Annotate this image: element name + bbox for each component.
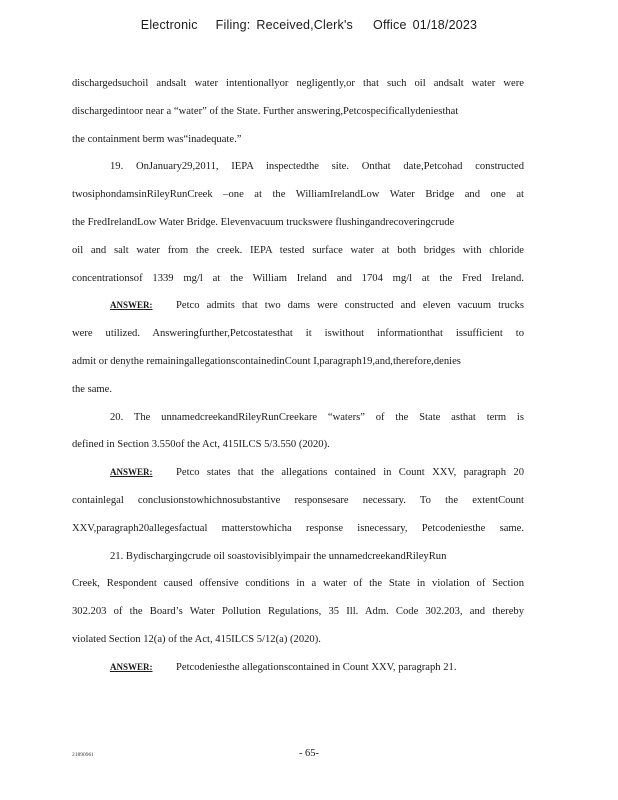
line-text: 21. Bydischargingcrude oil soastovisiblyimpair the unnamedcreekandRileyRun <box>110 550 447 562</box>
answer-line <box>72 654 524 682</box>
text-line <box>72 181 524 209</box>
line-text: 302.203 of the Board’s Water Pollution Regulations, 35 Ill. Adm. Code 302.203, and thereby <box>72 606 524 618</box>
line-text: Petcodeniesthe allegationscontained in Count XXV, paragraph 21. <box>176 661 457 673</box>
header-filing-date: 01/18/2023 <box>412 18 478 32</box>
line-text: Petco admits that two dams were constructed and eleven vacuum trucks <box>176 300 524 312</box>
filing-header <box>0 18 618 32</box>
line-text: were utilized. Answeringfurther,Petcostatesthat it iswithout informationthat issufficient to <box>72 328 524 340</box>
text-line <box>72 153 524 181</box>
answer-label: ANSWER: <box>110 300 153 311</box>
line-text: Petco states that the allegations contained in Count XXV, paragraph 20 <box>176 467 524 479</box>
text-line <box>72 265 524 293</box>
line-text: oil and salt water from the creek. IEPA tested surface water at both bridges with chloride <box>72 244 524 256</box>
text-line <box>72 237 524 265</box>
text-line <box>72 126 524 154</box>
text-line <box>72 348 524 376</box>
answer-line <box>72 459 524 487</box>
line-text: twosiphondamsinRileyRunCreek –one at the WilliamIrelandLow Water Bridge and one at <box>72 189 524 201</box>
answer-label: ANSWER: <box>110 467 153 478</box>
document-body <box>72 70 524 682</box>
line-text: violated Section 12(a) of the Act, 415ILCS 5/12(a) (2020). <box>72 633 321 645</box>
text-line <box>72 209 524 237</box>
line-text: concentrationsof 1339 mg/l at the William Ireland and 1704 mg/l at the Fred Ireland. <box>72 272 524 284</box>
text-line <box>72 404 524 432</box>
answer-line <box>72 292 524 320</box>
line-text: the same. <box>72 383 113 395</box>
line-text: the FredIrelandLow Water Bridge. Elevenvacuum truckswere flushingandrecoveringcrude <box>72 216 455 228</box>
text-line <box>72 598 524 626</box>
line-text: defined in Section 3.550of the Act, 415ILCS 5/3.550 (2020). <box>72 439 330 451</box>
line-text: 19. OnJanuary29,2011, IEPA inspectedthe site. Onthat date,Petcohad constructed <box>110 161 524 173</box>
header-word-electronic: Electronic <box>140 18 198 32</box>
footer-page-number: - 65- <box>298 748 320 759</box>
answer-label: ANSWER: <box>110 661 153 672</box>
line-text: XXV,paragraph20allegesfactual matterstowhicha response isnecessary, Petcodeniesthe same. <box>72 522 524 534</box>
line-text: 20. The unnamedcreekandRileyRunCreekare “waters” of the State asthat term is <box>110 411 524 423</box>
text-line <box>72 431 524 459</box>
line-text: dischargedintoor near a “water” of the State. Further answering,Petcospecificallydeniesthat <box>72 105 459 117</box>
text-line <box>72 376 524 404</box>
text-line <box>72 543 524 571</box>
footer-document-id: 21890961 <box>72 752 94 758</box>
line-text: the containment berm was“inadequate.” <box>72 133 242 145</box>
text-line <box>72 320 524 348</box>
header-word-office: Office <box>373 18 407 32</box>
text-line <box>72 570 524 598</box>
line-text: dischargedsuchoil andsalt water intentionallyor negligently,or that such oil andsalt water were <box>72 78 524 89</box>
header-word-filing: Filing: <box>215 18 251 32</box>
line-text: containlegal conclusionstowhichnosubstantive responsesare necessary. To the extentCount <box>72 494 524 506</box>
header-word-received-clerks: Received,Clerk's <box>256 18 354 32</box>
text-line <box>72 626 524 654</box>
line-text: Creek, Respondent caused offensive conditions in a water of the State in violation of Section <box>72 578 524 590</box>
text-line <box>72 70 524 98</box>
text-line <box>72 515 524 543</box>
text-line <box>72 487 524 515</box>
line-text: admit or denythe remainingallegationscontainedinCount I,paragraph19,and,therefore,denies <box>72 355 461 367</box>
text-line <box>72 98 524 126</box>
